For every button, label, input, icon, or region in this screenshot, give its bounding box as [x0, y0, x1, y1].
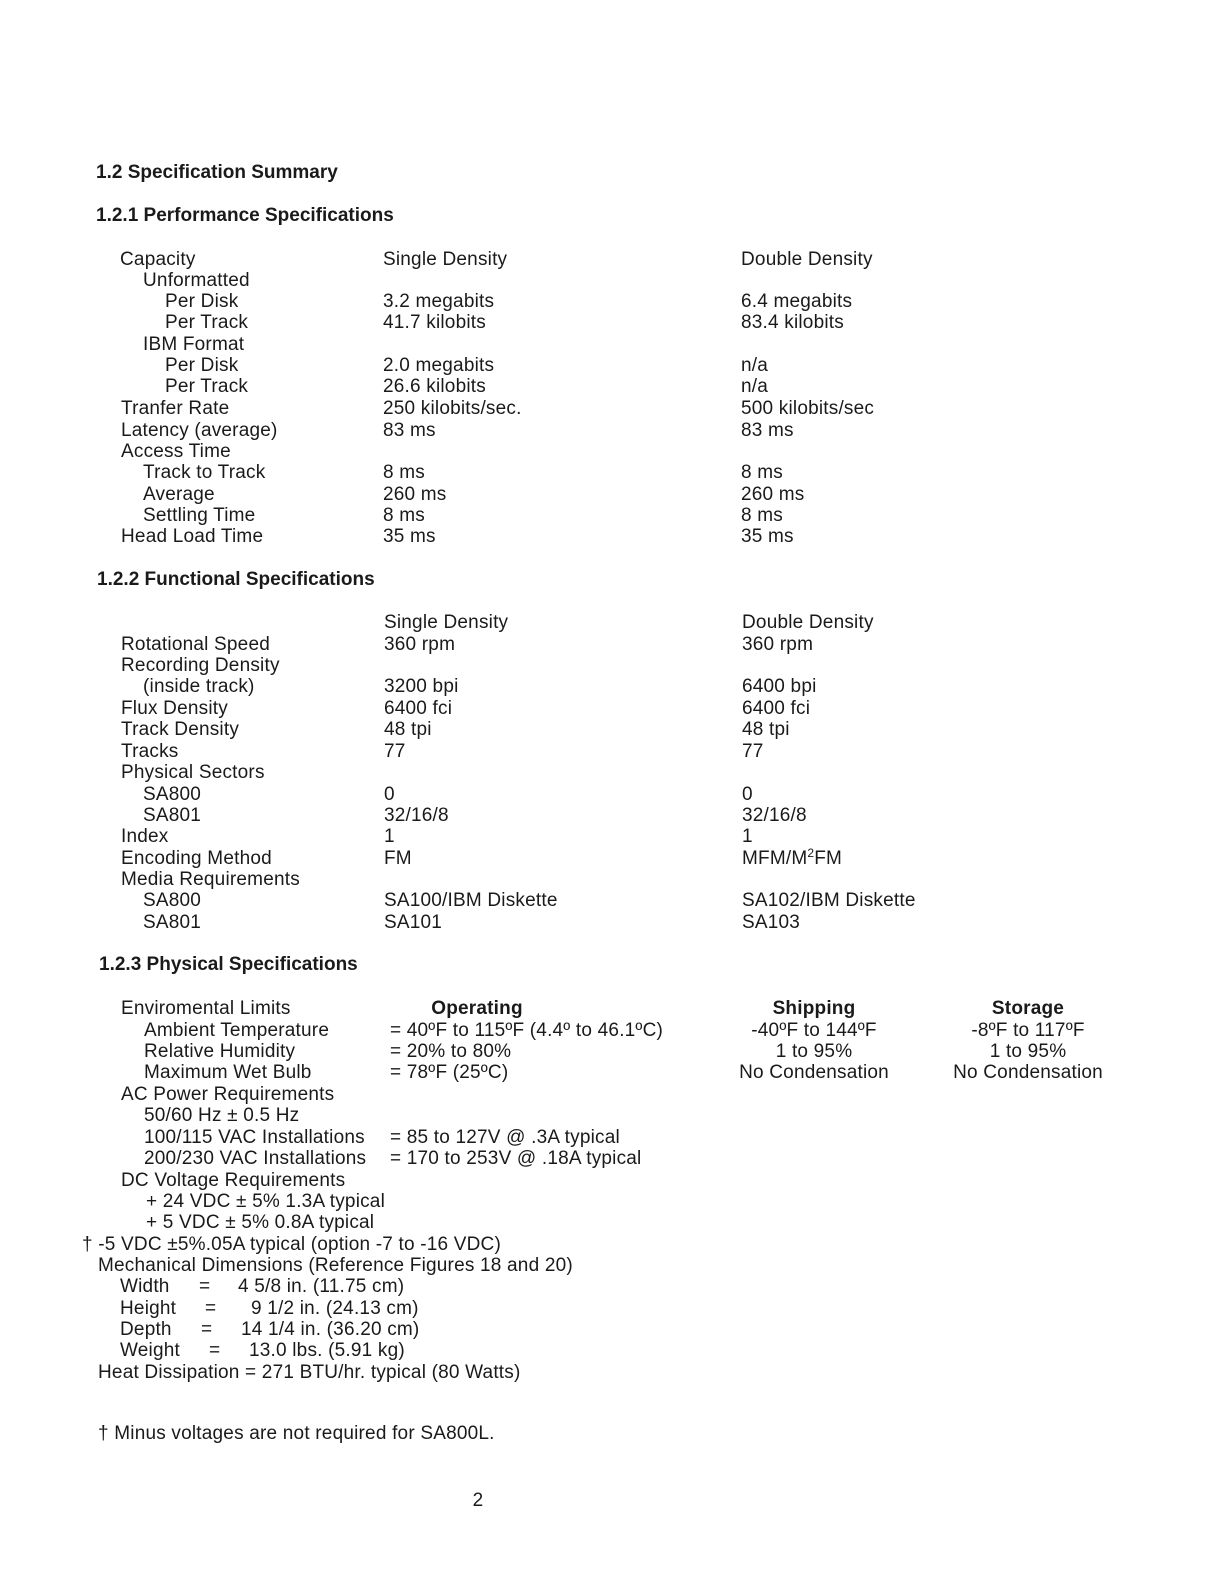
func-double-encoding-method	[742, 848, 842, 869]
func-single-flux-density: 6400 fci	[384, 698, 453, 719]
func-label-track-density: Track Density	[121, 719, 240, 740]
perf-single-settling-time: 8 ms	[383, 505, 425, 526]
perf-double-per-disk: 6.4 megabits	[741, 291, 853, 312]
phys-heat-dissipation: Heat Dissipation = 271 BTU/hr. typical (80 Watts)	[98, 1362, 521, 1383]
perf-label-access-time: Access Time	[121, 441, 231, 462]
phys-label-ac-power: AC Power Requirements	[121, 1084, 335, 1105]
phys-operating-relative-humidity: = 20% to 80%	[390, 1041, 512, 1062]
perf-single-track-to-track: 8 ms	[383, 462, 425, 483]
func-label-sectors-sa801: SA801	[143, 805, 202, 826]
phys-value-ac-100-115: = 85 to 127V @ .3A typical	[390, 1127, 620, 1148]
perf-label-capacity: Capacity	[120, 249, 196, 270]
perf-double-ibm-per-disk: n/a	[741, 355, 769, 376]
perf-double-transfer-rate: 500 kilobits/sec	[741, 398, 875, 419]
func-label-physical-sectors: Physical Sectors	[121, 762, 265, 783]
perf-label-per-disk: Per Disk	[165, 291, 239, 312]
func-double-rotational-speed: 360 rpm	[742, 634, 814, 655]
phys-label-ambient-temperature: Ambient Temperature	[144, 1020, 330, 1041]
phys-value-ac-200-230: = 170 to 253V @ .18A typical	[390, 1148, 642, 1169]
phys-eq-depth: =	[201, 1319, 213, 1340]
func-label-encoding-method: Encoding Method	[121, 848, 272, 869]
func-double-tracks: 77	[742, 741, 764, 762]
phys-dc-minus-5v: † -5 VDC ±5%.05A typical (option -7 to -16 VDC)	[82, 1234, 502, 1255]
phys-label-relative-humidity: Relative Humidity	[144, 1041, 296, 1062]
func-label-media-sa800: SA800	[143, 890, 202, 911]
phys-value-height: 9 1/2 in. (24.13 cm)	[251, 1298, 419, 1319]
phys-storage-maximum-wet-bulb: No Condensation	[953, 1062, 1103, 1083]
phys-eq-width: =	[199, 1276, 211, 1297]
func-single-index: 1	[384, 826, 395, 847]
phys-label-environmental-limits: Enviromental Limits	[121, 998, 291, 1019]
perf-single-head-load-time: 35 ms	[383, 526, 436, 547]
perf-label-transfer-rate: Tranfer Rate	[121, 398, 230, 419]
func-label-rotational-speed: Rotational Speed	[121, 634, 270, 655]
phys-value-weight: 13.0 lbs. (5.91 kg)	[249, 1340, 405, 1361]
func-double-sectors-sa800: 0	[742, 784, 753, 805]
phys-value-depth: 14 1/4 in. (36.20 cm)	[241, 1319, 420, 1340]
encoding-fm-text: FM	[814, 848, 843, 869]
func-label-index: Index	[121, 826, 169, 847]
section-heading-1-2-3: 1.2.3 Physical Specifications	[99, 954, 358, 975]
func-single-media-sa800: SA100/IBM Diskette	[384, 890, 558, 911]
phys-operating-ambient-temperature: = 40ºF to 115ºF (4.4º to 46.1ºC)	[390, 1020, 664, 1041]
phys-dc-5v: + 5 VDC ± 5% 0.8A typical	[146, 1212, 375, 1233]
func-label-inside-track: (inside track)	[143, 676, 255, 697]
phys-label-depth: Depth	[120, 1319, 172, 1340]
phys-label-weight: Weight	[120, 1340, 180, 1361]
perf-label-latency: Latency (average)	[121, 420, 278, 441]
func-label-media-sa801: SA801	[143, 912, 202, 933]
func-double-sectors-sa801: 32/16/8	[742, 805, 807, 826]
phys-label-height: Height	[120, 1298, 177, 1319]
functional-col-double-density: Double Density	[742, 612, 874, 633]
perf-double-latency: 83 ms	[741, 420, 794, 441]
phys-shipping-maximum-wet-bulb: No Condensation	[739, 1062, 889, 1083]
section-heading-1-2: 1.2 Specification Summary	[96, 162, 338, 183]
phys-storage-ambient-temperature: -8ºF to 117ºF	[971, 1020, 1085, 1041]
func-label-flux-density: Flux Density	[121, 698, 228, 719]
perf-label-unformatted: Unformatted	[143, 270, 250, 291]
perf-label-track-to-track: Track to Track	[143, 462, 266, 483]
func-single-media-sa801: SA101	[384, 912, 443, 933]
func-label-sectors-sa800: SA800	[143, 784, 202, 805]
phys-label-ac-200-230: 200/230 VAC Installations	[144, 1148, 367, 1169]
func-single-rotational-speed: 360 rpm	[384, 634, 456, 655]
perf-single-transfer-rate: 250 kilobits/sec.	[383, 398, 522, 419]
perf-double-per-track: 83.4 kilobits	[741, 312, 844, 333]
func-single-encoding-method: FM	[384, 848, 412, 869]
func-single-tracks: 77	[384, 741, 406, 762]
phys-shipping-ambient-temperature: -40ºF to 144ºF	[751, 1020, 877, 1041]
section-heading-1-2-1: 1.2.1 Performance Specifications	[96, 205, 394, 226]
func-label-media-requirements: Media Requirements	[121, 869, 300, 890]
perf-single-ibm-per-track: 26.6 kilobits	[383, 376, 486, 397]
func-single-sectors-sa800: 0	[384, 784, 395, 805]
phys-col-shipping: Shipping	[772, 998, 856, 1019]
perf-double-ibm-per-track: n/a	[741, 376, 769, 397]
phys-label-maximum-wet-bulb: Maximum Wet Bulb	[144, 1062, 312, 1083]
perf-label-settling-time: Settling Time	[143, 505, 256, 526]
phys-label-mechanical-dimensions: Mechanical Dimensions (Reference Figures 18 and 20)	[98, 1255, 573, 1276]
func-single-inside-track: 3200 bpi	[384, 676, 459, 697]
perf-double-track-to-track: 8 ms	[741, 462, 783, 483]
perf-single-latency: 83 ms	[383, 420, 436, 441]
perf-double-head-load-time: 35 ms	[741, 526, 794, 547]
perf-label-average: Average	[143, 484, 215, 505]
phys-dc-24v: + 24 VDC ± 5% 1.3A typical	[146, 1191, 385, 1212]
func-single-track-density: 48 tpi	[384, 719, 432, 740]
func-double-track-density: 48 tpi	[742, 719, 790, 740]
encoding-mfm-text: MFM/M	[742, 848, 808, 869]
phys-eq-height: =	[205, 1298, 217, 1319]
phys-col-storage: Storage	[991, 998, 1065, 1019]
phys-storage-relative-humidity: 1 to 95%	[989, 1041, 1067, 1062]
func-double-media-sa801: SA103	[742, 912, 801, 933]
phys-col-operating: Operating	[431, 998, 523, 1019]
encoding-superscript: 2	[807, 846, 815, 860]
func-double-inside-track: 6400 bpi	[742, 676, 817, 697]
phys-shipping-relative-humidity: 1 to 95%	[775, 1041, 853, 1062]
page-number: 2	[472, 1490, 484, 1511]
phys-ac-frequency: 50/60 Hz ± 0.5 Hz	[144, 1105, 300, 1126]
phys-label-dc-voltage: DC Voltage Requirements	[121, 1170, 346, 1191]
perf-label-ibm-per-track: Per Track	[165, 376, 249, 397]
perf-label-ibm-per-disk: Per Disk	[165, 355, 239, 376]
performance-col-single-density: Single Density	[383, 249, 508, 270]
performance-col-double-density: Double Density	[741, 249, 873, 270]
phys-label-ac-100-115: 100/115 VAC Installations	[144, 1127, 365, 1148]
func-single-sectors-sa801: 32/16/8	[384, 805, 449, 826]
perf-label-head-load-time: Head Load Time	[121, 526, 264, 547]
perf-single-ibm-per-disk: 2.0 megabits	[383, 355, 495, 376]
func-double-flux-density: 6400 fci	[742, 698, 811, 719]
perf-label-ibm-format: IBM Format	[143, 334, 245, 355]
functional-col-single-density: Single Density	[384, 612, 509, 633]
perf-label-per-track: Per Track	[165, 312, 249, 333]
phys-eq-weight: =	[209, 1340, 221, 1361]
func-label-tracks: Tracks	[121, 741, 179, 762]
perf-double-settling-time: 8 ms	[741, 505, 783, 526]
perf-single-average: 260 ms	[383, 484, 447, 505]
phys-label-width: Width	[120, 1276, 170, 1297]
func-label-recording-density: Recording Density	[121, 655, 280, 676]
section-heading-1-2-2: 1.2.2 Functional Specifications	[97, 569, 375, 590]
phys-value-width: 4 5/8 in. (11.75 cm)	[238, 1276, 405, 1297]
func-double-media-sa800: SA102/IBM Diskette	[742, 890, 916, 911]
perf-single-per-disk: 3.2 megabits	[383, 291, 495, 312]
func-double-index: 1	[742, 826, 753, 847]
perf-single-per-track: 41.7 kilobits	[383, 312, 486, 333]
footnote: † Minus voltages are not required for SA800L.	[98, 1423, 495, 1444]
perf-double-average: 260 ms	[741, 484, 805, 505]
phys-operating-maximum-wet-bulb: = 78ºF (25ºC)	[390, 1062, 509, 1083]
